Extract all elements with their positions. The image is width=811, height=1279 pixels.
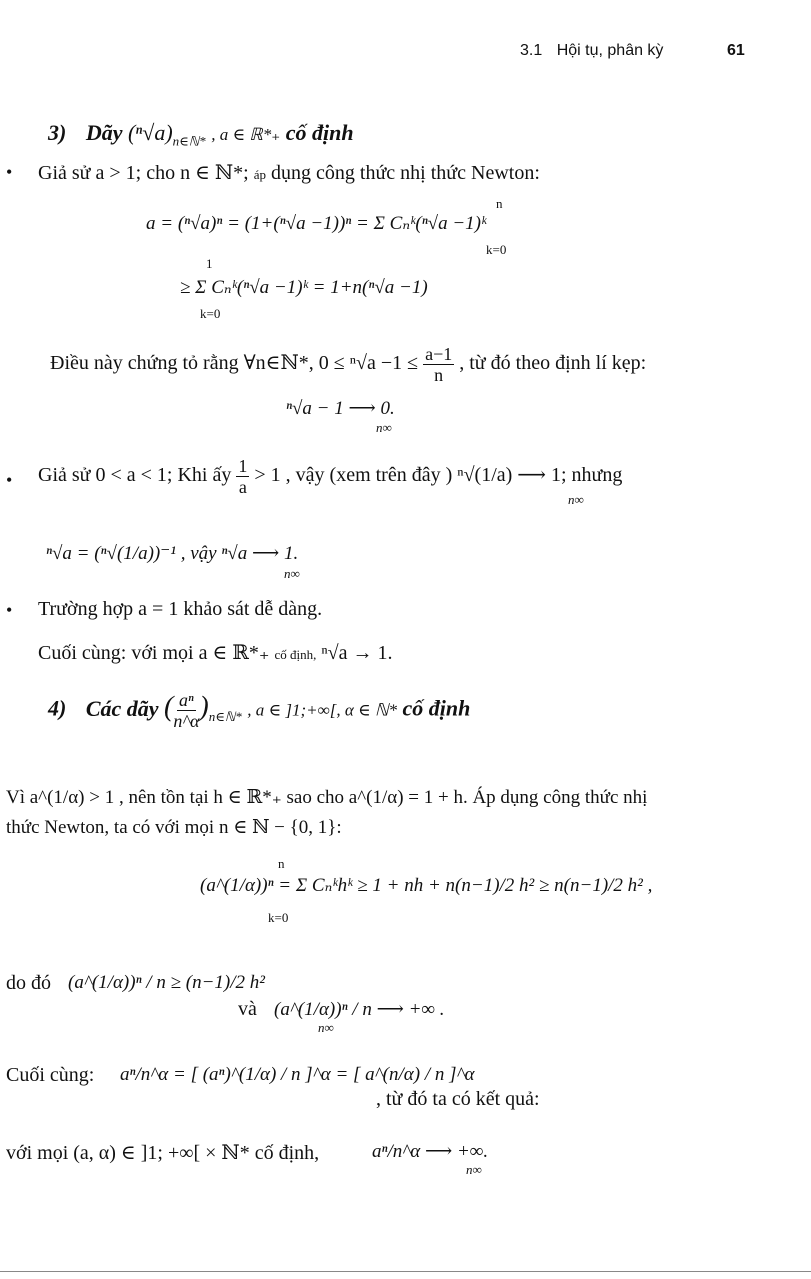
- bullet-icon: •: [6, 162, 13, 182]
- section-4-number: 4): [48, 695, 67, 721]
- section-3-title-prefix: Dãy: [85, 120, 123, 145]
- section-3-heading: [48, 120, 354, 149]
- bullet-icon: •: [6, 470, 13, 490]
- fraction-numerator: 1: [238, 456, 248, 476]
- case2-intro-b: > 1 , vậy (xem trên đây ): [254, 464, 453, 487]
- case1-equation-1: a = (ⁿ√a)ⁿ = (1+(ⁿ√a −1))ⁿ = Σ Cₙᵏ(ⁿ√a −1)ᵏ: [146, 213, 487, 234]
- eq2-sum-lower: k=0: [200, 306, 221, 321]
- dodo-limit: (a^(1/α))ⁿ / n ⟶ +∞ .: [274, 999, 445, 1020]
- final-statement-1: [38, 640, 392, 665]
- case1-conclusion: [50, 344, 646, 385]
- final1-c: ⁿ√a → 1.: [321, 642, 393, 664]
- final-label: Cuối cùng:: [6, 1064, 95, 1086]
- case1-limit: ⁿ√a − 1 ⟶ 0.: [286, 398, 395, 419]
- case1-conclusion-fraction: [423, 344, 454, 385]
- proof4-sum-upper: n: [278, 856, 285, 871]
- case1-intro-a: Giả sử a > 1; cho n ∈ ℕ*;: [38, 162, 249, 184]
- case2-intro-c: ⁿ√(1/a) ⟶ 1; nhưng: [457, 464, 623, 487]
- case2-equation-subscript: n∞: [284, 566, 300, 581]
- case2-intro: [38, 456, 622, 497]
- case1-conclusion-b: , từ đó theo định lí kẹp:: [459, 352, 647, 375]
- eq1-sum-upper: n: [496, 196, 503, 211]
- section-3-number: 3): [48, 120, 67, 145]
- case2-limit-subscript: n∞: [568, 492, 584, 507]
- case1-limit-subscript: n∞: [376, 420, 392, 435]
- case3-text: Trường hợp a = 1 khảo sát dễ dàng.: [38, 598, 323, 620]
- section-4-condition: , a ∈ ]1;+∞[, α ∈ ℕ*: [247, 700, 397, 720]
- bullet-icon: •: [6, 600, 13, 620]
- dodo-inequality: (a^(1/α))ⁿ / n ≥ (n−1)/2 h²: [68, 972, 265, 993]
- eq2-sum-upper: 1: [206, 256, 213, 271]
- proof4-sum-lower: k=0: [268, 910, 289, 925]
- fraction-numerator: aⁿ: [179, 690, 194, 710]
- result-limit: aⁿ/n^α ⟶ +∞.: [372, 1141, 489, 1162]
- section-4-seq-index: n∈ℕ*: [208, 708, 242, 724]
- proof4-line-1: Vì a^(1/α) > 1 , nên tồn tại h ∈ ℝ*₊ sao cho a^(1/α) = 1 + h. Áp dụng công thức nhị: [6, 787, 648, 808]
- case2-intro-a: Giả sử 0 < a < 1; Khi ấy: [38, 464, 232, 487]
- fraction-denominator: a: [238, 477, 247, 497]
- section-4-title-prefix: Các dãy: [85, 695, 159, 721]
- final-equation: aⁿ/n^α = [ (aⁿ)^(1/α) / n ]^α = [ a^(n/α) / n ]^α: [120, 1064, 475, 1085]
- final1-b: cố định,: [274, 647, 317, 662]
- section-3-title-suffix: cố định: [285, 120, 354, 145]
- dodo-label: do đó: [6, 972, 51, 994]
- header-title: Hội tụ, phân kỳ: [556, 42, 664, 59]
- proof4-equation-1: (a^(1/α))ⁿ = Σ Cₙᵏhᵏ ≥ 1 + nh + n(n−1)/2 h² ≥ n(n−1)/2 h² ,: [200, 875, 653, 896]
- case2-fraction: [236, 456, 249, 497]
- final1-a: Cuối cùng: với mọi a ∈ ℝ*₊: [38, 642, 270, 664]
- running-header: [520, 42, 663, 60]
- dodo-and: và: [238, 998, 257, 1020]
- section-4-seq-fraction: [173, 690, 199, 731]
- page-bottom-rule: [0, 1271, 811, 1272]
- case1-equation-2: ≥ Σ Cₙᵏ(ⁿ√a −1)ᵏ = 1+n(ⁿ√a −1): [180, 277, 428, 298]
- proof4-line-2: thức Newton, ta có với mọi n ∈ ℕ − {0, 1}:: [6, 817, 342, 838]
- result-limit-subscript: n∞: [466, 1162, 482, 1177]
- eq1-sum-lower: k=0: [486, 242, 507, 257]
- fraction-denominator: n: [434, 365, 444, 385]
- header-section: 3.1: [520, 42, 543, 59]
- result-text: với mọi (a, α) ∈ ]1; +∞[ × ℕ* cố định,: [6, 1142, 320, 1164]
- case1-intro: [38, 160, 540, 185]
- case1-intro-b: áp: [253, 167, 267, 182]
- page-number: 61: [727, 42, 745, 59]
- dodo-limit-subscript: n∞: [318, 1020, 334, 1035]
- section-3-seq-index: n∈ℕ*: [172, 133, 206, 149]
- case1-intro-c: dụng công thức nhị thức Newton:: [271, 162, 540, 184]
- case2-equation: ⁿ√a = (ⁿ√(1/a))⁻¹ , vậy ⁿ√a ⟶ 1.: [46, 543, 299, 564]
- section-4-heading: 4) Các dãy ( $\frac{\text{aⁿ}}{n\^{}\alpha}$ )$_{n\in ℕ*}$ , a ∈ ]1;+∞[, α ∈ ℕ* cố định: [48, 690, 471, 731]
- case1-conclusion-a: Điều này chứng tỏ rằng ∀n∈ℕ*, 0 ≤ ⁿ√a −1 ≤: [50, 352, 419, 375]
- final-text: , từ đó ta có kết quả:: [376, 1088, 540, 1110]
- section-3-condition: , a ∈ ℝ*₊: [211, 125, 281, 144]
- section-4-title-suffix: cố định: [402, 695, 471, 721]
- section-3-seq: (ⁿ√a): [127, 120, 173, 145]
- fraction-denominator: n^α: [173, 711, 200, 731]
- fraction-numerator: a−1: [425, 344, 453, 364]
